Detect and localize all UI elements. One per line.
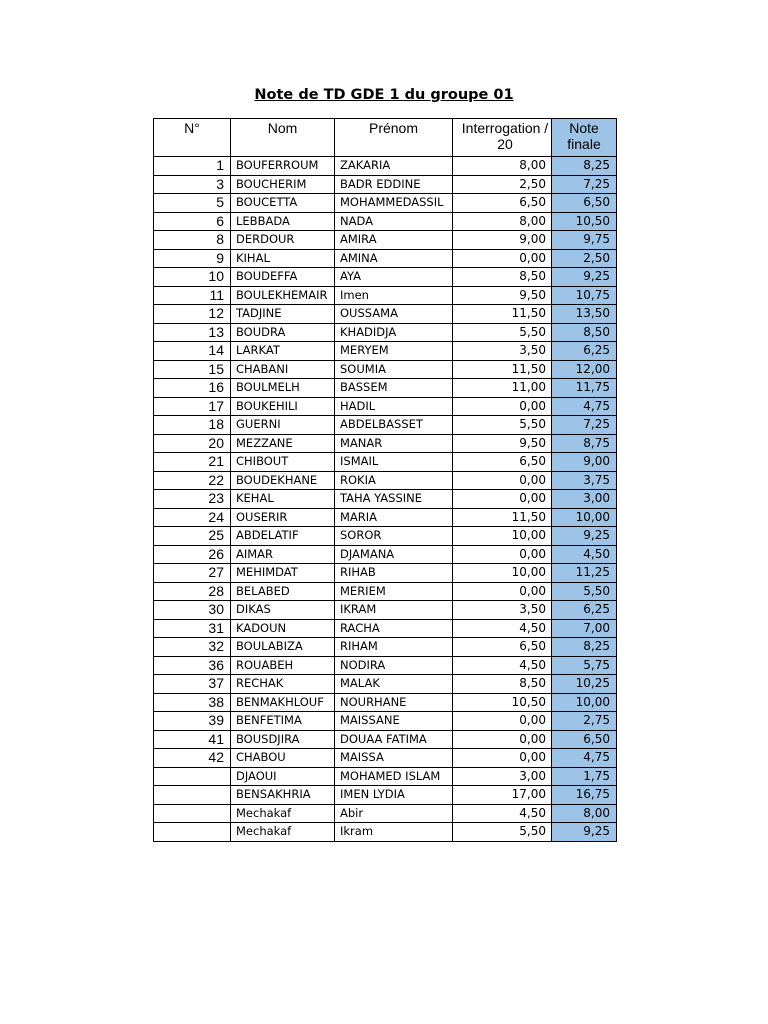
row-prenom: SOROR: [335, 527, 453, 546]
row-note-finale: 8,25: [552, 157, 617, 176]
row-note-finale: 2,75: [552, 712, 617, 731]
row-nom: BOULEKHEMAIR: [231, 286, 335, 305]
row-note-finale: 9,25: [552, 527, 617, 546]
grades-table: [153, 118, 617, 842]
row-prenom: MOHAMMEDASSIL: [335, 194, 453, 213]
table-row: [154, 564, 617, 583]
row-note-finale: 6,50: [552, 730, 617, 749]
row-interrogation: 8,50: [453, 268, 552, 287]
table-row: [154, 582, 617, 601]
header-nom: Nom: [231, 119, 335, 157]
header-num: N°: [154, 119, 231, 157]
row-prenom: Imen: [335, 286, 453, 305]
row-note-finale: 8,75: [552, 434, 617, 453]
table-row: [154, 212, 617, 231]
row-nom: ABDELATIF: [231, 527, 335, 546]
row-note-finale: 10,75: [552, 286, 617, 305]
table-row: [154, 693, 617, 712]
table-row: [154, 712, 617, 731]
row-num: 21: [154, 453, 231, 472]
row-prenom: AYA: [335, 268, 453, 287]
row-interrogation: 3,50: [453, 342, 552, 361]
table-row: [154, 471, 617, 490]
row-nom: BOUDRA: [231, 323, 335, 342]
table-row: [154, 342, 617, 361]
table-row: [154, 675, 617, 694]
table-row: [154, 730, 617, 749]
row-note-finale: 4,75: [552, 397, 617, 416]
row-interrogation: 5,50: [453, 323, 552, 342]
row-note-finale: 9,00: [552, 453, 617, 472]
row-prenom: MERIEM: [335, 582, 453, 601]
row-note-finale: 11,75: [552, 379, 617, 398]
row-nom: ROUABEH: [231, 656, 335, 675]
row-interrogation: 11,50: [453, 360, 552, 379]
row-prenom: Ikram: [335, 823, 453, 842]
row-num: 30: [154, 601, 231, 620]
row-num: 12: [154, 305, 231, 324]
row-note-finale: 10,00: [552, 693, 617, 712]
row-prenom: NOURHANE: [335, 693, 453, 712]
table-row: [154, 601, 617, 620]
row-nom: BOUKEHILI: [231, 397, 335, 416]
row-prenom: ROKIA: [335, 471, 453, 490]
row-note-finale: 6,50: [552, 194, 617, 213]
row-num: 39: [154, 712, 231, 731]
row-num: [154, 767, 231, 786]
row-nom: LEBBADA: [231, 212, 335, 231]
row-nom: BOUSDJIRA: [231, 730, 335, 749]
row-num: 26: [154, 545, 231, 564]
row-note-finale: 5,75: [552, 656, 617, 675]
row-note-finale: 7,25: [552, 175, 617, 194]
row-prenom: ISMAIL: [335, 453, 453, 472]
row-nom: DIKAS: [231, 601, 335, 620]
row-num: 22: [154, 471, 231, 490]
row-interrogation: 3,50: [453, 601, 552, 620]
row-interrogation: 9,00: [453, 231, 552, 250]
table-row: [154, 490, 617, 509]
table-row: [154, 434, 617, 453]
row-nom: TADJINE: [231, 305, 335, 324]
row-nom: GUERNI: [231, 416, 335, 435]
row-prenom: MOHAMED ISLAM: [335, 767, 453, 786]
row-num: 15: [154, 360, 231, 379]
row-num: 17: [154, 397, 231, 416]
row-num: 42: [154, 749, 231, 768]
row-note-finale: 6,25: [552, 342, 617, 361]
row-nom: CHIBOUT: [231, 453, 335, 472]
row-nom: BENSAKHRIA: [231, 786, 335, 805]
row-prenom: DOUAA FATIMA: [335, 730, 453, 749]
table-row: [154, 379, 617, 398]
table-row: [154, 527, 617, 546]
row-prenom: KHADIDJA: [335, 323, 453, 342]
row-prenom: DJAMANA: [335, 545, 453, 564]
row-nom: DJAOUI: [231, 767, 335, 786]
row-note-finale: 8,25: [552, 638, 617, 657]
table-row: [154, 619, 617, 638]
row-interrogation: 0,00: [453, 397, 552, 416]
row-nom: MEHIMDAT: [231, 564, 335, 583]
row-nom: BOUFERROUM: [231, 157, 335, 176]
table-row: [154, 453, 617, 472]
table-row: [154, 656, 617, 675]
row-num: 28: [154, 582, 231, 601]
row-nom: BOULABIZA: [231, 638, 335, 657]
row-prenom: TAHA YASSINE: [335, 490, 453, 509]
row-interrogation: 0,00: [453, 249, 552, 268]
table-row: [154, 749, 617, 768]
row-num: 8: [154, 231, 231, 250]
row-nom: OUSERIR: [231, 508, 335, 527]
row-num: 18: [154, 416, 231, 435]
row-interrogation: 9,50: [453, 286, 552, 305]
row-interrogation: 5,50: [453, 416, 552, 435]
row-num: 38: [154, 693, 231, 712]
row-prenom: NADA: [335, 212, 453, 231]
row-interrogation: 2,50: [453, 175, 552, 194]
row-prenom: IKRAM: [335, 601, 453, 620]
row-interrogation: 4,50: [453, 804, 552, 823]
table-row: [154, 823, 617, 842]
row-num: [154, 823, 231, 842]
row-prenom: HADIL: [335, 397, 453, 416]
row-prenom: RIHAM: [335, 638, 453, 657]
table-row: [154, 786, 617, 805]
table-row: [154, 397, 617, 416]
row-note-finale: 5,50: [552, 582, 617, 601]
row-interrogation: 8,00: [453, 157, 552, 176]
row-interrogation: 0,00: [453, 582, 552, 601]
table-row: [154, 268, 617, 287]
row-num: 14: [154, 342, 231, 361]
row-interrogation: 17,00: [453, 786, 552, 805]
row-note-finale: 7,00: [552, 619, 617, 638]
row-num: 16: [154, 379, 231, 398]
row-interrogation: 6,50: [453, 638, 552, 657]
row-note-finale: 6,25: [552, 601, 617, 620]
row-interrogation: 4,50: [453, 656, 552, 675]
row-nom: KADOUN: [231, 619, 335, 638]
row-nom: DERDOUR: [231, 231, 335, 250]
table-row: [154, 249, 617, 268]
row-nom: BELABED: [231, 582, 335, 601]
row-prenom: MANAR: [335, 434, 453, 453]
row-num: 6: [154, 212, 231, 231]
row-interrogation: 9,50: [453, 434, 552, 453]
row-num: 36: [154, 656, 231, 675]
row-num: 25: [154, 527, 231, 546]
row-num: 1: [154, 157, 231, 176]
row-nom: BOULMELH: [231, 379, 335, 398]
row-note-finale: 16,75: [552, 786, 617, 805]
row-num: 10: [154, 268, 231, 287]
row-nom: Mechakaf: [231, 823, 335, 842]
row-num: 23: [154, 490, 231, 509]
row-interrogation: 0,00: [453, 712, 552, 731]
table-row: [154, 545, 617, 564]
header-note-finale: Note finale: [552, 119, 617, 157]
table-row: [154, 804, 617, 823]
row-interrogation: 0,00: [453, 490, 552, 509]
row-note-finale: 12,00: [552, 360, 617, 379]
row-num: 11: [154, 286, 231, 305]
row-interrogation: 6,50: [453, 453, 552, 472]
row-note-finale: 3,75: [552, 471, 617, 490]
row-note-finale: 10,25: [552, 675, 617, 694]
row-nom: CHABANI: [231, 360, 335, 379]
row-interrogation: 8,50: [453, 675, 552, 694]
row-prenom: OUSSAMA: [335, 305, 453, 324]
row-num: 37: [154, 675, 231, 694]
row-num: 27: [154, 564, 231, 583]
row-nom: BOUDEKHANE: [231, 471, 335, 490]
row-prenom: AMINA: [335, 249, 453, 268]
row-interrogation: 5,50: [453, 823, 552, 842]
table-row: [154, 360, 617, 379]
row-interrogation: 3,00: [453, 767, 552, 786]
row-prenom: ABDELBASSET: [335, 416, 453, 435]
row-note-finale: 9,25: [552, 823, 617, 842]
row-nom: Mechakaf: [231, 804, 335, 823]
row-interrogation: 0,00: [453, 545, 552, 564]
row-prenom: MALAK: [335, 675, 453, 694]
row-interrogation: 0,00: [453, 749, 552, 768]
row-num: 5: [154, 194, 231, 213]
row-note-finale: 11,25: [552, 564, 617, 583]
row-note-finale: 8,00: [552, 804, 617, 823]
row-prenom: MARIA: [335, 508, 453, 527]
row-note-finale: 9,25: [552, 268, 617, 287]
row-num: 32: [154, 638, 231, 657]
row-note-finale: 10,00: [552, 508, 617, 527]
row-note-finale: 2,50: [552, 249, 617, 268]
row-num: 9: [154, 249, 231, 268]
table-row: [154, 305, 617, 324]
table-row: [154, 286, 617, 305]
header-prenom: Prénom: [335, 119, 453, 157]
row-interrogation: 10,50: [453, 693, 552, 712]
row-nom: BOUDEFFA: [231, 268, 335, 287]
row-interrogation: 6,50: [453, 194, 552, 213]
row-nom: BENMAKHLOUF: [231, 693, 335, 712]
row-note-finale: 3,00: [552, 490, 617, 509]
row-prenom: BADR EDDINE: [335, 175, 453, 194]
table-header-row: [154, 119, 617, 157]
table-row: [154, 416, 617, 435]
row-note-finale: 1,75: [552, 767, 617, 786]
row-note-finale: 10,50: [552, 212, 617, 231]
row-num: 3: [154, 175, 231, 194]
row-nom: AIMAR: [231, 545, 335, 564]
row-nom: BOUCHERIM: [231, 175, 335, 194]
row-nom: RECHAK: [231, 675, 335, 694]
row-prenom: MAISSA: [335, 749, 453, 768]
row-nom: KEHAL: [231, 490, 335, 509]
table-row: [154, 508, 617, 527]
header-interrogation: Interrogation /20: [453, 119, 552, 157]
row-num: [154, 786, 231, 805]
row-interrogation: 0,00: [453, 730, 552, 749]
row-note-finale: 4,50: [552, 545, 617, 564]
row-note-finale: 7,25: [552, 416, 617, 435]
row-num: 41: [154, 730, 231, 749]
row-num: 24: [154, 508, 231, 527]
row-interrogation: 11,00: [453, 379, 552, 398]
row-nom: BOUCETTA: [231, 194, 335, 213]
row-num: [154, 804, 231, 823]
row-interrogation: 11,50: [453, 305, 552, 324]
page-title: Note de TD GDE 1 du groupe 01: [254, 87, 514, 103]
row-prenom: MAISSANE: [335, 712, 453, 731]
row-nom: MEZZANE: [231, 434, 335, 453]
table-row: [154, 767, 617, 786]
row-interrogation: 11,50: [453, 508, 552, 527]
row-note-finale: 4,75: [552, 749, 617, 768]
row-note-finale: 9,75: [552, 231, 617, 250]
row-prenom: RACHA: [335, 619, 453, 638]
row-prenom: NODIRA: [335, 656, 453, 675]
table-row: [154, 175, 617, 194]
row-interrogation: 10,00: [453, 564, 552, 583]
row-interrogation: 4,50: [453, 619, 552, 638]
row-num: 13: [154, 323, 231, 342]
row-interrogation: 0,00: [453, 471, 552, 490]
row-prenom: MERYEM: [335, 342, 453, 361]
row-nom: CHABOU: [231, 749, 335, 768]
row-prenom: RIHAB: [335, 564, 453, 583]
row-nom: BENFETIMA: [231, 712, 335, 731]
row-prenom: ZAKARIA: [335, 157, 453, 176]
table-row: [154, 323, 617, 342]
row-note-finale: 13,50: [552, 305, 617, 324]
row-prenom: SOUMIA: [335, 360, 453, 379]
table-row: [154, 194, 617, 213]
table-row: [154, 231, 617, 250]
row-num: 20: [154, 434, 231, 453]
table-row: [154, 157, 617, 176]
row-note-finale: 8,50: [552, 323, 617, 342]
row-prenom: AMIRA: [335, 231, 453, 250]
row-num: 31: [154, 619, 231, 638]
row-prenom: BASSEM: [335, 379, 453, 398]
row-interrogation: 8,00: [453, 212, 552, 231]
row-nom: LARKAT: [231, 342, 335, 361]
row-prenom: IMEN LYDIA: [335, 786, 453, 805]
row-interrogation: 10,00: [453, 527, 552, 546]
row-prenom: Abir: [335, 804, 453, 823]
table-row: [154, 638, 617, 657]
row-nom: KIHAL: [231, 249, 335, 268]
